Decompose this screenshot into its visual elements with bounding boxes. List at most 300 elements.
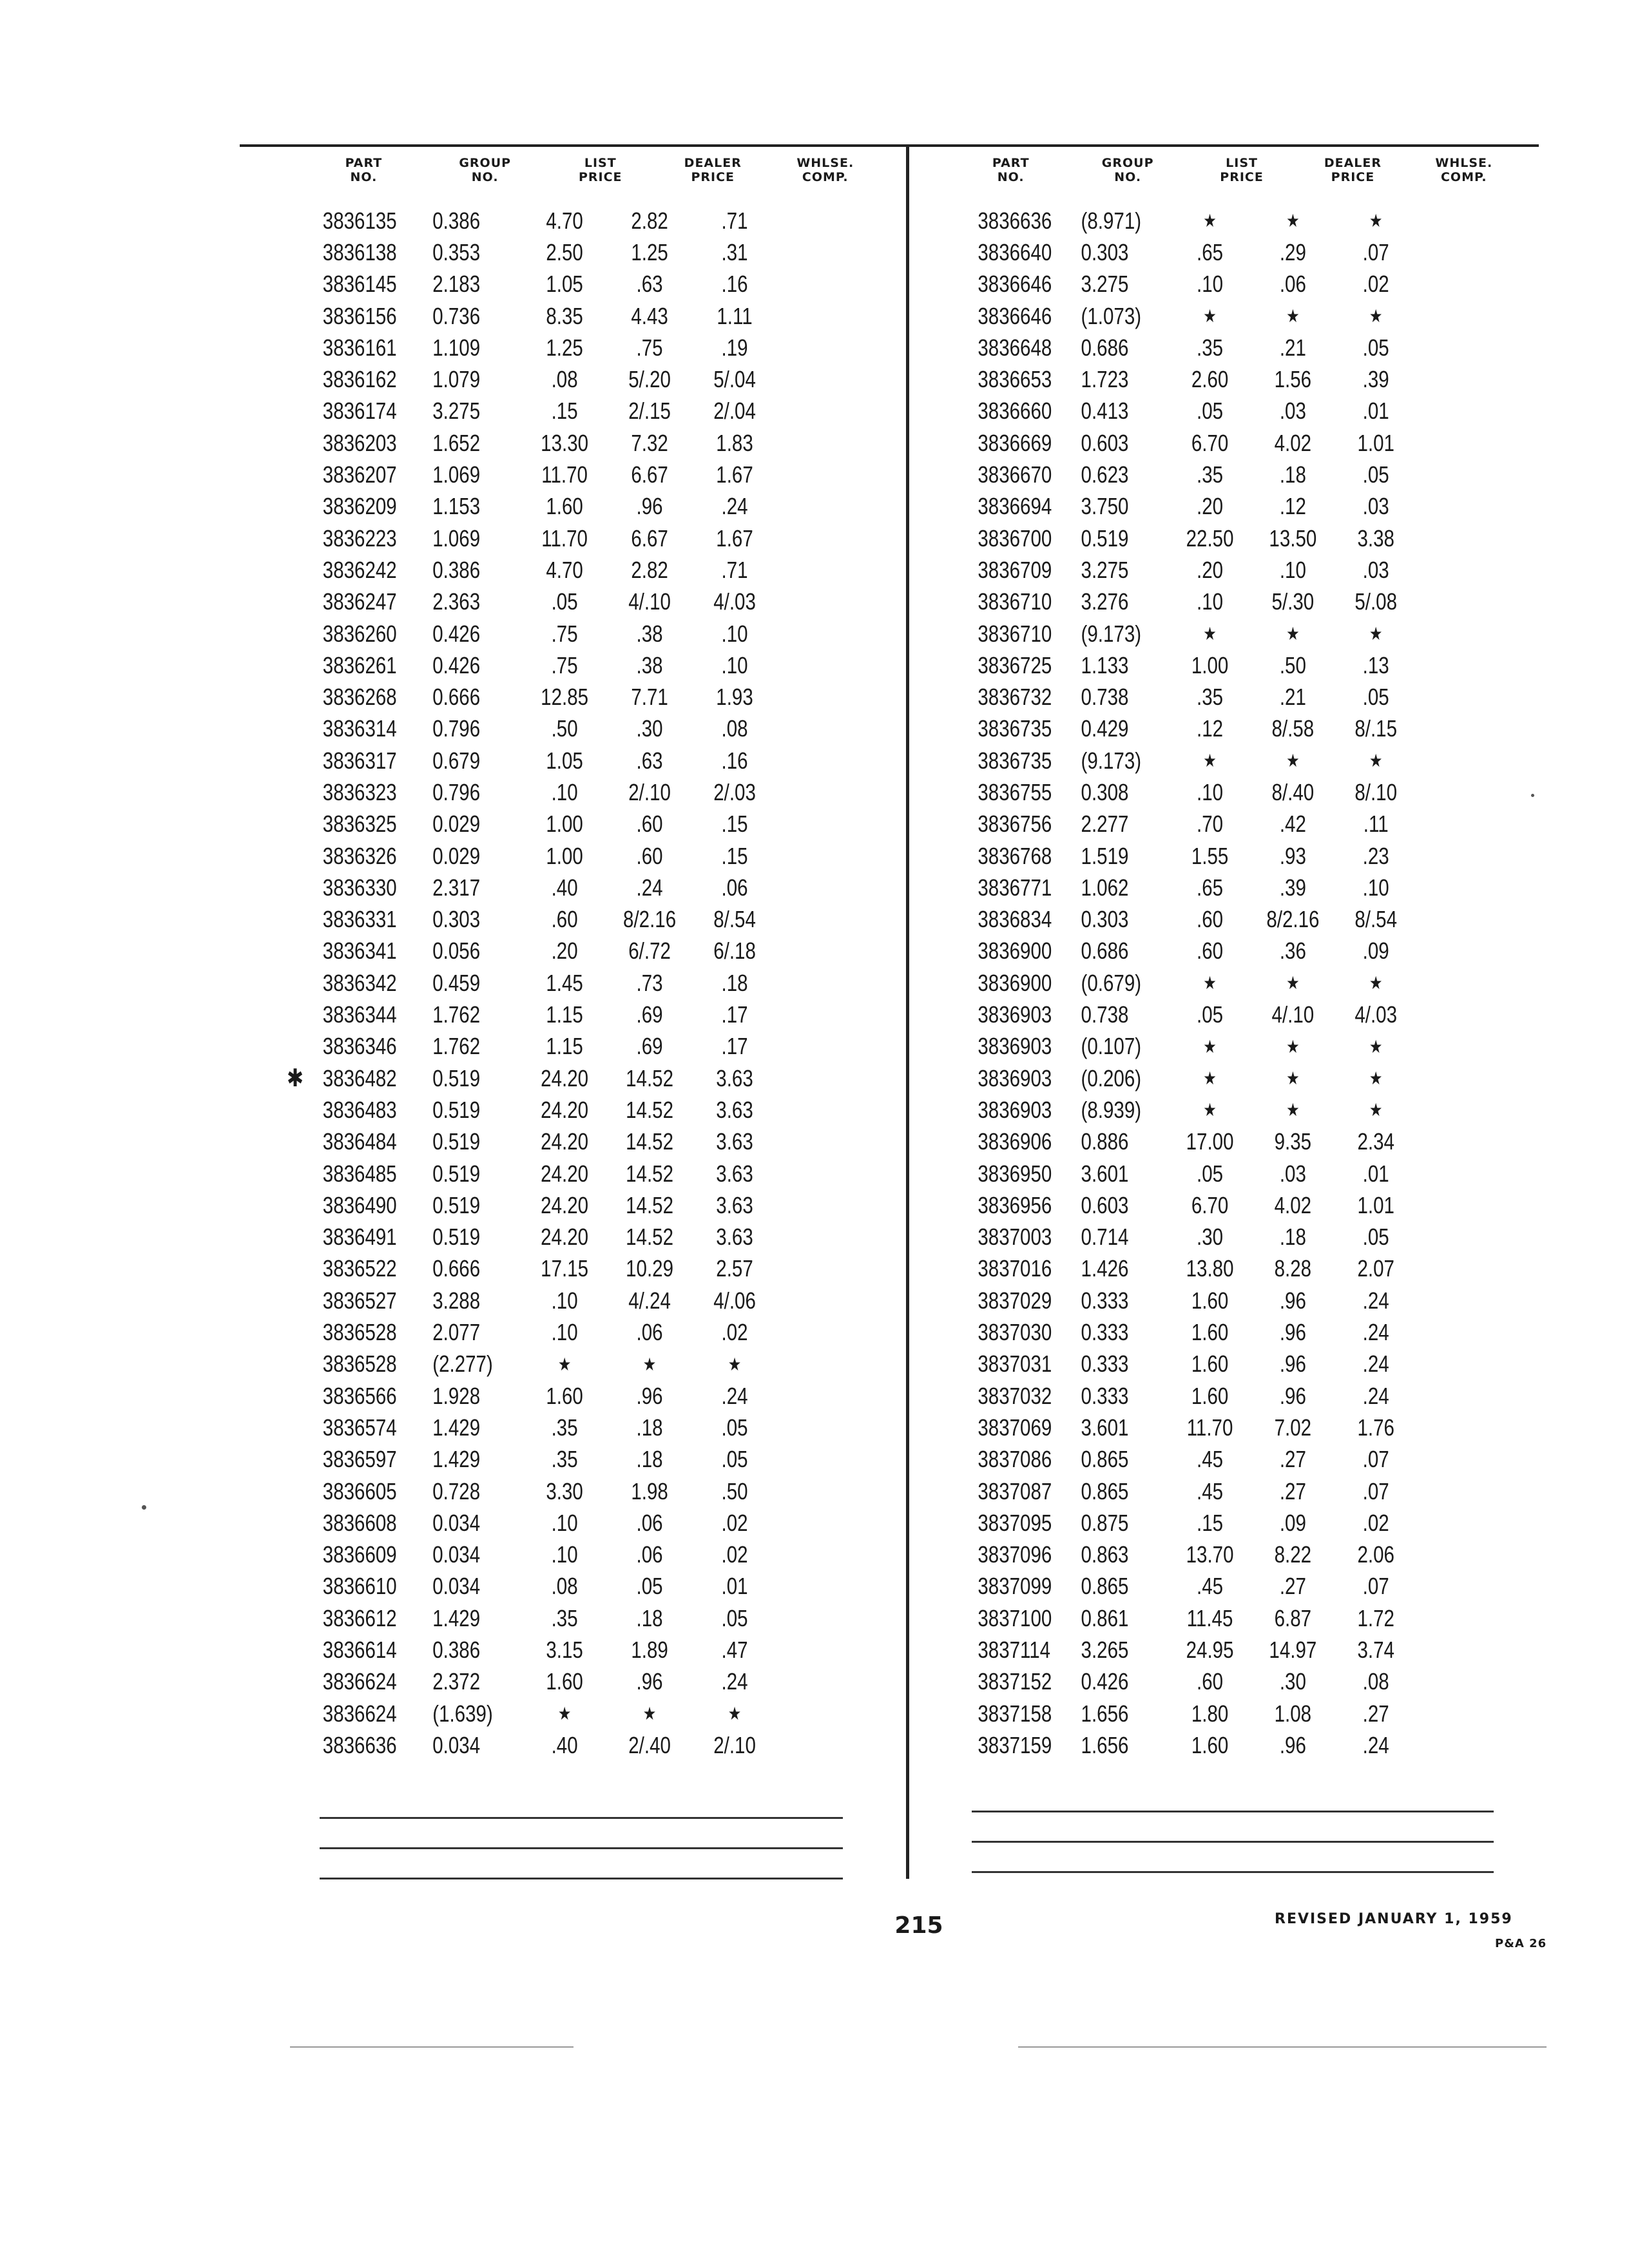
table-row (952, 332, 1418, 363)
group-no-cell: 0.666 (432, 684, 481, 711)
dealer-price-cell: .63 (636, 271, 663, 298)
table-row (302, 1539, 777, 1570)
table-row (952, 236, 1418, 268)
part-no-cell: 3836903 (978, 1064, 1052, 1091)
part-no-cell: 3836624 (322, 1668, 397, 1695)
part-no-cell: 3836485 (322, 1160, 397, 1187)
table-header (302, 152, 882, 205)
whlse-comp-cell: .24 (1362, 1350, 1389, 1378)
dealer-price-cell: 1.98 (631, 1477, 668, 1504)
whlse-comp-cell: .31 (721, 238, 748, 265)
part-no-cell: 3836326 (322, 842, 397, 869)
list-price-cell: 17.00 (1186, 1128, 1234, 1155)
list-price-cell: .70 (1197, 811, 1224, 838)
whlse-comp-cell: .16 (721, 271, 748, 298)
list-price-cell: 13.70 (1186, 1541, 1234, 1568)
part-no-cell: 3836331 (322, 906, 397, 933)
whlse-comp-cell: .47 (721, 1637, 748, 1663)
whlse-comp-cell: .24 (721, 493, 748, 520)
table-row (952, 1444, 1418, 1475)
table-row (302, 1189, 777, 1221)
list-price-cell: 1.25 (546, 334, 583, 361)
part-no-cell: 3837152 (978, 1668, 1052, 1695)
group-no-cell: 1.133 (1081, 651, 1129, 678)
list-price-cell: 24.20 (541, 1160, 589, 1187)
dealer-price-cell: .96 (1279, 1350, 1306, 1378)
part-no-cell: 3836755 (978, 778, 1052, 805)
group-no-cell: 2.183 (432, 271, 481, 298)
dealer-price-cell: .30 (636, 715, 663, 742)
list-price-cell: .05 (1197, 398, 1224, 425)
part-no-cell: 3836490 (322, 1191, 397, 1218)
group-no-cell: 1.656 (1081, 1700, 1129, 1727)
dealer-price-cell: ★ (642, 1704, 657, 1724)
group-no-cell: 1.069 (432, 524, 481, 552)
table-row (952, 840, 1418, 872)
list-price-cell: .75 (551, 620, 578, 647)
group-no-cell: 0.029 (432, 811, 481, 838)
whlse-comp-cell: 4/.03 (1354, 1001, 1398, 1028)
whlse-comp-cell: .07 (1362, 1477, 1389, 1504)
whlse-comp-cell: .11 (1363, 811, 1389, 838)
whlse-comp-cell: 1.67 (716, 461, 753, 488)
whlse-comp-cell: .07 (1362, 1573, 1389, 1600)
table-row (302, 1158, 777, 1189)
part-no-cell: 3836735 (978, 715, 1052, 742)
revision-date: REVISED JANUARY 1, 1959 (1275, 1911, 1513, 1927)
list-price-cell: .05 (551, 588, 578, 615)
whlse-comp-cell: 3.63 (716, 1191, 753, 1218)
list-price-cell: .40 (551, 1731, 578, 1758)
table-row (952, 363, 1418, 395)
part-no-cell: 3836646 (978, 302, 1052, 329)
left-table-body (287, 205, 882, 1762)
group-no-cell: (8.971) (1081, 207, 1142, 234)
table-row (952, 1253, 1418, 1285)
list-price-cell: 1.55 (1191, 842, 1229, 869)
list-price-cell: .10 (551, 1509, 578, 1536)
group-no-cell: 0.714 (1081, 1224, 1129, 1251)
whlse-comp-cell: 2.57 (716, 1255, 753, 1282)
group-no-cell: 0.303 (1081, 238, 1129, 265)
dealer-price-cell: .06 (636, 1509, 663, 1536)
group-no-cell: 0.029 (432, 842, 481, 869)
whlse-comp-cell: ★ (1369, 306, 1383, 327)
list-price-cell: 1.60 (546, 493, 583, 520)
list-price-cell: 17.15 (541, 1255, 589, 1282)
group-no-cell: 1.656 (1081, 1731, 1129, 1758)
table-row (302, 1285, 777, 1316)
dealer-price-cell: .30 (1279, 1668, 1306, 1695)
whlse-comp-cell: 1.11 (717, 302, 753, 329)
group-no-cell: 1.109 (432, 334, 481, 361)
table-row (952, 1539, 1418, 1570)
part-no-cell: 3836900 (978, 969, 1052, 996)
part-no-cell: 3836646 (978, 271, 1052, 298)
whlse-comp-cell: 3.63 (716, 1064, 753, 1091)
group-no-cell: 0.426 (432, 651, 481, 678)
part-no-cell: 3837032 (978, 1382, 1052, 1409)
whlse-comp-cell: .03 (1362, 493, 1389, 520)
list-price-cell: 22.50 (1186, 524, 1234, 552)
table-row (302, 300, 777, 332)
table-row (302, 554, 777, 586)
part-no-cell: 3836597 (322, 1446, 397, 1473)
whlse-comp-cell: .19 (721, 334, 748, 361)
part-no-cell: 3836223 (322, 524, 397, 552)
table-row (302, 1571, 777, 1602)
header-group-no: GROUP NO. (1101, 156, 1154, 184)
group-no-cell: 0.333 (1081, 1287, 1129, 1314)
part-no-cell: 3836522 (322, 1255, 397, 1282)
group-no-cell: 2.277 (1081, 811, 1129, 838)
group-no-cell: 1.928 (432, 1382, 481, 1409)
list-price-cell: 1.60 (1191, 1731, 1229, 1758)
header-list-price: LIST PRICE (1220, 156, 1264, 184)
table-row (952, 269, 1418, 300)
list-price-cell: 1.60 (1191, 1287, 1229, 1314)
dealer-price-cell: 2/.10 (628, 778, 671, 805)
whlse-comp-cell: 1.72 (1357, 1604, 1394, 1631)
list-price-cell: .35 (551, 1446, 578, 1473)
group-no-cell: 0.736 (432, 302, 481, 329)
dealer-price-cell: .75 (636, 334, 663, 361)
whlse-comp-cell: 2.34 (1357, 1128, 1394, 1155)
group-no-cell: 3.288 (432, 1287, 481, 1314)
part-no-cell: 3836636 (978, 207, 1052, 234)
table-row (952, 205, 1418, 236)
dealer-price-cell: .10 (1279, 556, 1306, 583)
table-row (952, 1031, 1418, 1062)
part-no-cell: 3837003 (978, 1224, 1052, 1251)
table-row (952, 904, 1418, 936)
whlse-comp-cell: .02 (1362, 1509, 1389, 1536)
part-no-cell: 3836482 (322, 1064, 397, 1091)
whlse-comp-cell: 2.07 (1357, 1255, 1394, 1282)
part-no-cell: 3836700 (978, 524, 1052, 552)
part-no-cell: 3837016 (978, 1255, 1052, 1282)
list-price-cell: ★ (1203, 306, 1217, 327)
group-no-cell: 0.686 (1081, 937, 1129, 965)
part-no-cell: 3836950 (978, 1160, 1052, 1187)
part-no-cell: 3836670 (978, 461, 1052, 488)
part-no-cell: 3836653 (978, 366, 1052, 393)
whlse-comp-cell: .71 (721, 207, 748, 234)
table-row (302, 396, 777, 427)
list-price-cell: 12.85 (541, 684, 589, 711)
group-no-cell: 0.519 (432, 1191, 481, 1218)
part-no-cell: 3836636 (322, 1731, 397, 1758)
table-row (952, 396, 1418, 427)
header-part-no: PART NO. (992, 156, 1030, 184)
table-row (952, 1412, 1418, 1443)
whlse-comp-cell: 8/.54 (713, 906, 756, 933)
table-row (302, 967, 777, 999)
part-no-cell: 3836268 (322, 684, 397, 711)
whlse-comp-cell: 1.83 (716, 429, 753, 456)
whlse-comp-cell: 4/.03 (713, 588, 756, 615)
list-price-cell: .05 (1197, 1160, 1224, 1187)
list-price-cell: .60 (1197, 1668, 1224, 1695)
group-no-cell: (1.073) (1081, 302, 1142, 329)
part-no-cell: 3836483 (322, 1096, 397, 1123)
list-price-cell: .35 (1197, 334, 1224, 361)
part-no-cell: 3837095 (978, 1509, 1052, 1536)
table-row (952, 809, 1418, 840)
list-price-cell: 1.15 (546, 1001, 583, 1028)
table-row (302, 1126, 777, 1158)
table-row (302, 776, 777, 808)
whlse-comp-cell: .13 (1362, 651, 1389, 678)
dealer-price-cell: .18 (636, 1604, 663, 1631)
table-row (302, 332, 777, 363)
dealer-price-cell: 13.50 (1269, 524, 1317, 552)
table-row (302, 1349, 777, 1380)
whlse-comp-cell: 3.63 (716, 1128, 753, 1155)
group-no-cell: 0.034 (432, 1541, 481, 1568)
part-no-cell: 3836491 (322, 1224, 397, 1251)
whlse-comp-cell: 1.93 (716, 684, 753, 711)
dealer-price-cell: 14.52 (626, 1064, 674, 1091)
whlse-comp-cell: .15 (721, 842, 748, 869)
dealer-price-cell: 5/.20 (628, 366, 671, 393)
blank-line (320, 1878, 843, 1879)
whlse-comp-cell: ★ (1369, 973, 1383, 994)
whlse-comp-cell: .09 (1362, 937, 1389, 965)
list-price-cell: 24.95 (1186, 1637, 1234, 1663)
table-row (952, 1602, 1418, 1634)
list-price-cell: .60 (1197, 937, 1224, 965)
dealer-price-cell: 8/.58 (1271, 715, 1315, 742)
whlse-comp-cell: .39 (1362, 366, 1389, 393)
list-price-cell: 24.20 (541, 1064, 589, 1091)
group-no-cell: 0.386 (432, 207, 481, 234)
part-no-cell: 3837114 (978, 1637, 1051, 1663)
part-no-cell: 3837030 (978, 1319, 1052, 1346)
dealer-price-cell: 6.87 (1274, 1604, 1312, 1631)
header-whlse-comp: WHLSE. COMP. (1435, 156, 1493, 184)
dealer-price-cell: .96 (636, 493, 663, 520)
group-no-cell: 3.265 (1081, 1637, 1129, 1663)
whlse-comp-cell: .02 (721, 1541, 748, 1568)
table-row (302, 1316, 777, 1348)
list-price-cell: .20 (551, 937, 578, 965)
whlse-comp-cell: .03 (1362, 556, 1389, 583)
list-price-cell: 3.30 (546, 1477, 583, 1504)
dealer-price-cell: 1.08 (1274, 1700, 1312, 1727)
whlse-comp-cell: ★ (1369, 211, 1383, 231)
blank-line (972, 1841, 1494, 1843)
group-no-cell: 0.459 (432, 969, 481, 996)
table-row (302, 205, 777, 236)
dealer-price-cell: 2/.15 (628, 398, 671, 425)
group-no-cell: 0.738 (1081, 684, 1129, 711)
list-price-cell: ★ (557, 1354, 572, 1374)
part-no-cell: 3836325 (322, 811, 397, 838)
whlse-comp-cell: .07 (1362, 1446, 1389, 1473)
table-row (287, 1062, 777, 1094)
whlse-comp-cell: ★ (728, 1704, 742, 1724)
whlse-comp-cell: 8/.15 (1354, 715, 1398, 742)
whlse-comp-cell: .05 (721, 1604, 748, 1631)
whlse-comp-cell: .05 (1362, 1224, 1389, 1251)
list-price-cell: .12 (1197, 715, 1224, 742)
part-no-cell: 3836640 (978, 238, 1052, 265)
part-no-cell: 3837159 (978, 1731, 1052, 1758)
top-rule (240, 144, 1539, 147)
dealer-price-cell: 6/.72 (628, 937, 671, 965)
part-no-cell: 3837100 (978, 1604, 1052, 1631)
header-group-no: GROUP NO. (459, 156, 512, 184)
whlse-comp-cell: .02 (1362, 271, 1389, 298)
table-row (302, 1602, 777, 1634)
whlse-comp-cell: .17 (721, 1033, 748, 1060)
table-row (952, 427, 1418, 459)
group-no-cell: 0.303 (1081, 906, 1129, 933)
table-row (952, 872, 1418, 903)
whlse-comp-cell: .23 (1362, 842, 1389, 869)
dealer-price-cell: .18 (1279, 461, 1306, 488)
whlse-comp-cell: 8/.54 (1354, 906, 1398, 933)
part-no-cell: 3836609 (322, 1541, 397, 1568)
dealer-price-cell: 4/.10 (628, 588, 671, 615)
table-row (302, 1253, 777, 1285)
part-no-cell: 3836247 (322, 588, 397, 615)
part-no-cell: 3836162 (322, 366, 397, 393)
whlse-comp-cell: 6/.18 (713, 937, 756, 965)
list-price-cell: .45 (1197, 1446, 1224, 1473)
dealer-price-cell: .96 (1279, 1731, 1306, 1758)
list-price-cell: .15 (551, 398, 578, 425)
dealer-price-cell: 1.56 (1274, 366, 1312, 393)
table-row (302, 618, 777, 649)
dealer-price-cell: 4/.10 (1271, 1001, 1315, 1028)
whlse-comp-cell: .16 (721, 747, 748, 774)
whlse-comp-cell: 5/.04 (713, 366, 756, 393)
whlse-comp-cell: 3.63 (716, 1224, 753, 1251)
scan-speck (142, 1505, 146, 1510)
part-no-cell: 3836906 (978, 1128, 1052, 1155)
dealer-price-cell: .96 (1279, 1287, 1306, 1314)
dealer-price-cell: ★ (1286, 973, 1300, 994)
table-header (952, 152, 1519, 205)
group-no-cell: 1.153 (432, 493, 481, 520)
part-no-cell: 3836614 (322, 1637, 397, 1663)
whlse-comp-cell: .18 (721, 969, 748, 996)
group-no-cell: 0.386 (432, 1637, 481, 1663)
list-price-cell: 1.05 (546, 271, 583, 298)
list-price-cell: 24.20 (541, 1191, 589, 1218)
part-no-cell: 3837087 (978, 1477, 1052, 1504)
group-no-cell: 0.519 (432, 1128, 481, 1155)
dealer-price-cell: 6.67 (631, 461, 668, 488)
whlse-comp-cell: 8/.10 (1354, 778, 1398, 805)
part-no-cell: 3837099 (978, 1573, 1052, 1600)
dealer-price-cell: .38 (636, 620, 663, 647)
list-price-cell: .65 (1197, 238, 1224, 265)
part-no-cell: 3836725 (978, 651, 1052, 678)
part-no-cell: 3836732 (978, 684, 1052, 711)
whlse-comp-cell: .05 (1362, 334, 1389, 361)
whlse-comp-cell: 3.63 (716, 1160, 753, 1187)
list-price-cell: 11.70 (541, 524, 588, 552)
dealer-price-cell: 2/.40 (628, 1731, 671, 1758)
part-no-cell: 3836341 (322, 937, 397, 965)
group-no-cell: 0.333 (1081, 1350, 1129, 1378)
dealer-price-cell: 14.52 (626, 1096, 674, 1123)
whlse-comp-cell: ★ (1369, 1100, 1383, 1120)
dealer-price-cell: ★ (1286, 624, 1300, 644)
table-row (302, 1094, 777, 1126)
part-no-cell: 3836756 (978, 811, 1052, 838)
table-row (302, 1507, 777, 1539)
whlse-comp-cell: .05 (721, 1414, 748, 1441)
list-price-cell: ★ (557, 1704, 572, 1724)
table-row (952, 681, 1418, 713)
list-price-cell: 4.70 (546, 207, 583, 234)
group-no-cell: 0.333 (1081, 1382, 1129, 1409)
dealer-price-cell: .42 (1279, 811, 1306, 838)
part-no-cell: 3836207 (322, 461, 397, 488)
blank-line (972, 1871, 1494, 1873)
group-no-cell: (0.679) (1081, 969, 1142, 996)
part-no-cell: 3836669 (978, 429, 1052, 456)
dealer-price-cell: 14.52 (626, 1128, 674, 1155)
whlse-comp-cell: .24 (1362, 1382, 1389, 1409)
table-row (952, 1126, 1418, 1158)
list-price-cell: 1.60 (1191, 1319, 1229, 1346)
table-row (952, 1634, 1418, 1666)
part-no-cell: 3836900 (978, 937, 1052, 965)
dealer-price-cell: .96 (1279, 1382, 1306, 1409)
list-price-cell: ★ (1203, 211, 1217, 231)
table-row (952, 1158, 1418, 1189)
list-price-cell: .45 (1197, 1573, 1224, 1600)
dealer-price-cell: .18 (636, 1414, 663, 1441)
dealer-price-cell: 7.71 (631, 684, 668, 711)
page-number: 215 (894, 1912, 943, 1939)
whlse-comp-cell: .02 (721, 1509, 748, 1536)
header-part-no: PART NO. (345, 156, 383, 184)
whlse-comp-cell: ★ (1369, 624, 1383, 644)
dealer-price-cell: ★ (1286, 211, 1300, 231)
whlse-comp-cell: 2/.04 (713, 398, 756, 425)
part-no-cell: 3837158 (978, 1700, 1052, 1727)
table-row (952, 523, 1418, 554)
part-no-cell: 3836330 (322, 874, 397, 901)
whlse-comp-cell: 1.01 (1357, 1191, 1394, 1218)
part-no-cell: 3836203 (322, 429, 397, 456)
dealer-price-cell: 2.82 (631, 207, 668, 234)
dealer-price-cell: .50 (1279, 651, 1306, 678)
part-no-cell: 3836346 (322, 1033, 397, 1060)
whlse-comp-cell: .27 (1362, 1700, 1389, 1727)
group-no-cell: 0.034 (432, 1509, 481, 1536)
part-no-cell: 3836574 (322, 1414, 397, 1441)
dealer-price-cell: .29 (1279, 238, 1306, 265)
list-price-cell: .10 (1197, 271, 1224, 298)
table-row (952, 1729, 1418, 1761)
list-price-cell: .20 (1197, 556, 1224, 583)
part-no-cell: 3836314 (322, 715, 397, 742)
dealer-price-cell: .06 (636, 1319, 663, 1346)
group-no-cell: (9.173) (1081, 620, 1142, 647)
list-price-cell: 8.35 (546, 302, 583, 329)
whlse-comp-cell: .10 (721, 620, 748, 647)
list-price-cell: 13.80 (1186, 1255, 1234, 1282)
header-whlse-comp: WHLSE. COMP. (796, 156, 854, 184)
part-no-cell: 3836174 (322, 398, 397, 425)
